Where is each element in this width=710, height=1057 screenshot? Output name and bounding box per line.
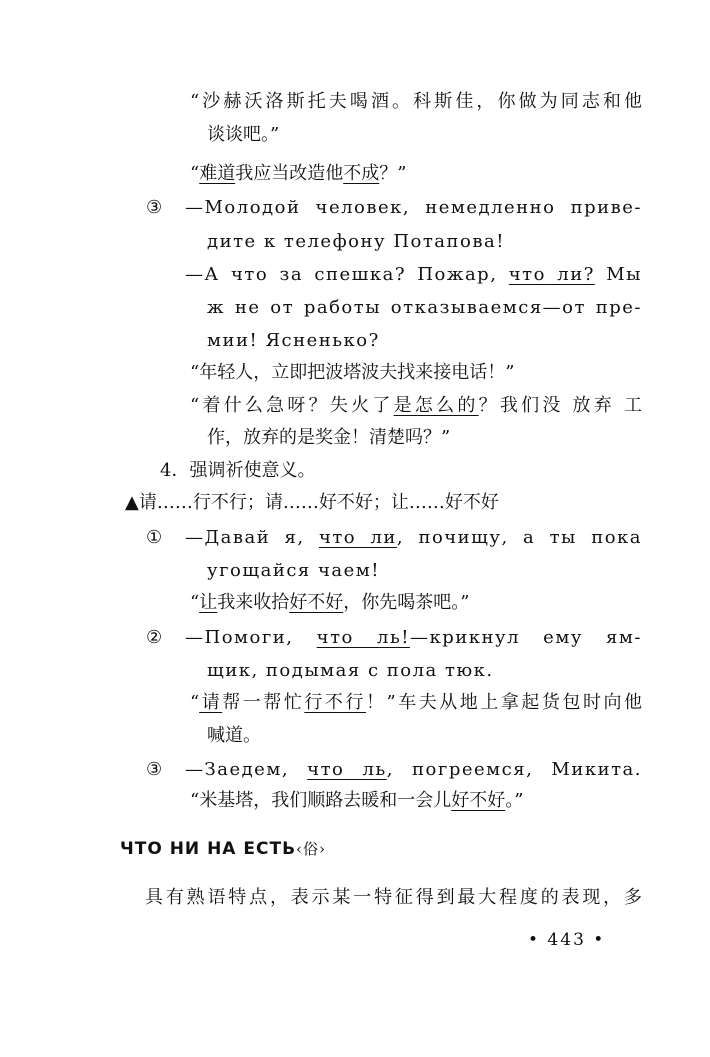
underlined-phrase: что ль: [307, 759, 387, 780]
text-line: [207, 296, 642, 320]
text-segment: —Помоги,: [185, 627, 317, 648]
text-line: [145, 886, 642, 910]
text-line: [190, 691, 642, 715]
text-line: [185, 526, 642, 550]
text-segment: 。”: [505, 790, 524, 811]
text-segment: “年轻人，立即把波塔波夫找来接电话！”: [190, 362, 515, 383]
example-number: ③: [146, 759, 163, 780]
entry-tag: ‹俗›: [296, 840, 327, 858]
underlined-phrase: 不成: [343, 163, 380, 184]
text-segment: щик, подымая с пола тюк.: [207, 660, 494, 681]
page-number: • 443 •: [528, 930, 606, 950]
text-line: [190, 789, 523, 813]
underlined-phrase: что ли: [318, 527, 397, 548]
example-number: ②: [146, 627, 163, 648]
text-segment: дите к телефону Потапова!: [207, 231, 505, 252]
text-segment: , почищу, а ты пока: [396, 527, 643, 548]
underlined-phrase: 让: [199, 592, 218, 613]
text-line: [207, 123, 279, 147]
text-line: [190, 162, 406, 186]
text-line: [190, 361, 514, 385]
text-segment: мии! Ясненько?: [207, 330, 380, 351]
text-line: [207, 724, 261, 748]
text-line: [207, 426, 450, 450]
text-segment: “: [190, 163, 200, 184]
text-segment: “沙赫沃洛斯托夫喝酒。科斯佳，你做为同志和他: [190, 91, 642, 112]
underlined-phrase: что ль!: [316, 627, 410, 648]
underlined-phrase: что ли?: [508, 264, 595, 285]
text-line: [190, 591, 469, 615]
text-segment: —Молодой человек, немедленно приве-: [185, 197, 642, 218]
text-line: [207, 559, 380, 583]
underlined-phrase: 是怎么的: [393, 395, 479, 416]
text-segment: ，你先喝茶吧。”: [343, 592, 470, 613]
text-line: [190, 394, 642, 418]
text-segment: “: [190, 692, 200, 713]
entry-heading: [120, 838, 326, 859]
text-line: [207, 230, 505, 254]
underlined-phrase: 请: [199, 692, 223, 713]
text-line: [185, 263, 642, 287]
text-segment: 帮一帮忙: [222, 692, 305, 713]
underlined-phrase: 行不行: [304, 692, 366, 713]
underlined-phrase: 好不好: [289, 592, 344, 613]
example-number: ①: [146, 527, 163, 548]
text-line: [160, 459, 315, 483]
text-segment: 谈谈吧。”: [207, 124, 280, 145]
text-segment: “: [190, 592, 200, 613]
text-segment: “着什么急呀？失火了: [190, 395, 394, 416]
text-segment: ！”车夫从地上拿起货包时向他: [365, 692, 643, 713]
text-line: [125, 491, 499, 515]
text-segment: 具有熟语特点，表示某一特征得到最大程度的表现，多: [145, 887, 642, 908]
text-line: [185, 758, 642, 782]
text-segment: —А что за спешка? Пожар,: [185, 264, 509, 285]
text-segment: 喊道。: [207, 725, 261, 746]
text-segment: Мы: [594, 264, 642, 285]
text-line: [190, 90, 642, 114]
text-segment: 作，放弃的是奖金！清楚吗？”: [207, 427, 451, 448]
text-segment: 我应当改造他: [235, 163, 344, 184]
text-segment: —крикнул ему ям-: [409, 627, 642, 648]
text-segment: , погреемся, Микита.: [386, 759, 642, 780]
text-segment: ？我们没 放弃 工: [478, 395, 643, 416]
text-segment: “米基塔，我们顺路去暖和一会儿: [190, 790, 452, 811]
text-segment: ж не от работы отказываемся—от пре-: [207, 297, 642, 318]
text-line: [207, 329, 380, 353]
text-line: [185, 626, 642, 650]
entry-title: ЧТО НИ НА ЕСТЬ: [120, 839, 297, 859]
text-segment: угощайся чаем!: [207, 560, 380, 581]
text-segment: —Давай я,: [185, 527, 319, 548]
underlined-phrase: 难道: [199, 163, 236, 184]
example-number: ③: [146, 197, 163, 218]
text-segment: ▲请……行不行；请……好不好；让……好不好: [125, 492, 499, 513]
underlined-phrase: 好不好: [451, 790, 506, 811]
text-line: [185, 196, 642, 220]
text-segment: 4．强调祈使意义。: [160, 460, 316, 481]
text-segment: ？”: [379, 163, 407, 184]
text-segment: 我来收拾: [217, 592, 290, 613]
text-line: [207, 659, 494, 683]
text-segment: —Заедем,: [185, 759, 308, 780]
